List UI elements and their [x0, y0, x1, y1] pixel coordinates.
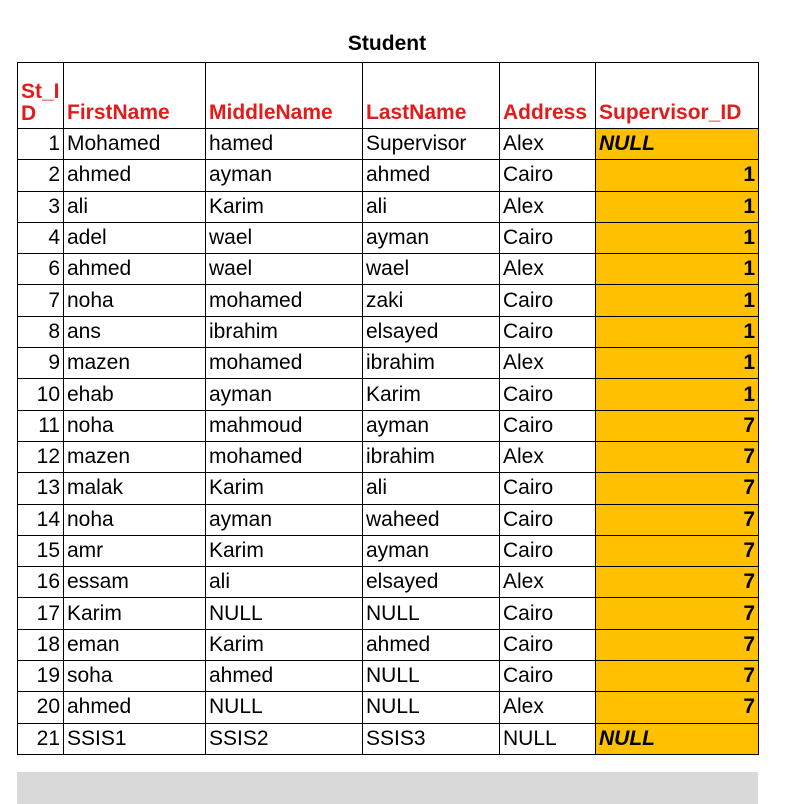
table-row[interactable] — [18, 379, 759, 410]
cell-middlename[interactable]: mohamed — [206, 285, 363, 316]
cell-address[interactable]: Cairo — [500, 410, 596, 441]
cell-firstname[interactable]: Mohamed — [64, 129, 206, 160]
cell-supervisor-id[interactable]: 7 — [596, 535, 759, 566]
cell-supervisor-id[interactable]: 7 — [596, 598, 759, 629]
cell-lastname[interactable]: ibrahim — [363, 348, 500, 379]
cell-supervisor-id[interactable]: 1 — [596, 191, 759, 222]
cell-address[interactable]: Alex — [500, 441, 596, 472]
cell-address[interactable]: Alex — [500, 348, 596, 379]
cell-firstname[interactable]: soha — [64, 661, 206, 692]
cell-firstname[interactable]: mazen — [64, 441, 206, 472]
cell-supervisor-id[interactable]: 1 — [596, 160, 759, 191]
cell-firstname[interactable]: SSIS1 — [64, 723, 206, 754]
cell-middlename[interactable]: ahmed — [206, 661, 363, 692]
cell-lastname[interactable]: wael — [363, 254, 500, 285]
column-header-supervisor-id[interactable]: Supervisor_ID — [596, 63, 759, 129]
cell-middlename[interactable]: wael — [206, 254, 363, 285]
cell-firstname[interactable]: mazen — [64, 348, 206, 379]
cell-st-id[interactable]: 8 — [18, 316, 64, 347]
cell-middlename[interactable]: Karim — [206, 473, 363, 504]
column-header-st-id[interactable]: St_ID — [18, 63, 64, 129]
cell-middlename[interactable]: mahmoud — [206, 410, 363, 441]
cell-st-id[interactable]: 14 — [18, 504, 64, 535]
table-row[interactable] — [18, 504, 759, 535]
cell-firstname[interactable]: eman — [64, 629, 206, 660]
cell-st-id[interactable]: 19 — [18, 661, 64, 692]
cell-supervisor-id[interactable]: 7 — [596, 410, 759, 441]
table-row[interactable] — [18, 129, 759, 160]
table-row[interactable] — [18, 160, 759, 191]
cell-firstname[interactable]: noha — [64, 410, 206, 441]
cell-middlename[interactable]: ayman — [206, 504, 363, 535]
cell-st-id[interactable]: 15 — [18, 535, 64, 566]
footer-bar — [17, 772, 758, 804]
table-row[interactable] — [18, 191, 759, 222]
cell-middlename[interactable]: NULL — [206, 598, 363, 629]
cell-middlename[interactable]: ali — [206, 567, 363, 598]
table-row[interactable] — [18, 567, 759, 598]
cell-lastname[interactable]: waheed — [363, 504, 500, 535]
table-title: Student — [347, 32, 427, 55]
cell-lastname[interactable]: NULL — [363, 598, 500, 629]
cell-firstname[interactable]: Karim — [64, 598, 206, 629]
cell-middlename[interactable]: ayman — [206, 160, 363, 191]
table-row[interactable] — [18, 473, 759, 504]
cell-st-id[interactable]: 9 — [18, 348, 64, 379]
cell-st-id[interactable]: 13 — [18, 473, 64, 504]
table-row[interactable] — [18, 348, 759, 379]
cell-middlename[interactable]: ibrahim — [206, 316, 363, 347]
cell-supervisor-id[interactable]: 1 — [596, 254, 759, 285]
table-row[interactable] — [18, 410, 759, 441]
cell-address[interactable]: Cairo — [500, 316, 596, 347]
cell-st-id[interactable]: 6 — [18, 254, 64, 285]
cell-middlename[interactable]: Karim — [206, 629, 363, 660]
cell-lastname[interactable]: ahmed — [363, 629, 500, 660]
cell-supervisor-id[interactable]: NULL — [596, 723, 759, 754]
cell-address[interactable]: Alex — [500, 254, 596, 285]
cell-st-id[interactable]: 16 — [18, 567, 64, 598]
cell-lastname[interactable]: ibrahim — [363, 441, 500, 472]
cell-firstname[interactable]: ahmed — [64, 160, 206, 191]
table-row[interactable] — [18, 222, 759, 253]
table-body — [18, 129, 759, 755]
cell-lastname[interactable]: ahmed — [363, 160, 500, 191]
table-row[interactable] — [18, 316, 759, 347]
cell-lastname[interactable]: SSIS3 — [363, 723, 500, 754]
student-table — [17, 62, 759, 755]
cell-lastname[interactable]: Supervisor — [363, 129, 500, 160]
cell-firstname[interactable]: ali — [64, 191, 206, 222]
cell-middlename[interactable]: hamed — [206, 129, 363, 160]
cell-middlename[interactable]: Karim — [206, 191, 363, 222]
cell-firstname[interactable]: noha — [64, 285, 206, 316]
cell-lastname[interactable]: elsayed — [363, 567, 500, 598]
cell-st-id[interactable]: 18 — [18, 629, 64, 660]
cell-middlename[interactable]: Karim — [206, 535, 363, 566]
cell-supervisor-id[interactable]: 7 — [596, 692, 759, 723]
cell-st-id[interactable]: 17 — [18, 598, 64, 629]
cell-st-id[interactable]: 3 — [18, 191, 64, 222]
cell-st-id[interactable]: 10 — [18, 379, 64, 410]
cell-firstname[interactable]: amr — [64, 535, 206, 566]
cell-supervisor-id[interactable]: 7 — [596, 473, 759, 504]
cell-st-id[interactable]: 11 — [18, 410, 64, 441]
cell-supervisor-id[interactable]: 7 — [596, 504, 759, 535]
cell-middlename[interactable]: wael — [206, 222, 363, 253]
cell-address[interactable]: Alex — [500, 191, 596, 222]
cell-address[interactable]: Cairo — [500, 598, 596, 629]
cell-st-id[interactable]: 4 — [18, 222, 64, 253]
cell-lastname[interactable]: NULL — [363, 661, 500, 692]
cell-st-id[interactable]: 7 — [18, 285, 64, 316]
cell-firstname[interactable]: ans — [64, 316, 206, 347]
cell-supervisor-id[interactable]: 1 — [596, 348, 759, 379]
cell-supervisor-id[interactable]: NULL — [596, 129, 759, 160]
cell-middlename[interactable]: NULL — [206, 692, 363, 723]
column-header-middlename[interactable]: MiddleName — [206, 63, 363, 129]
table-row[interactable] — [18, 598, 759, 629]
cell-st-id[interactable]: 12 — [18, 441, 64, 472]
cell-address[interactable]: NULL — [500, 723, 596, 754]
cell-lastname[interactable]: elsayed — [363, 316, 500, 347]
cell-middlename[interactable]: SSIS2 — [206, 723, 363, 754]
cell-firstname[interactable]: noha — [64, 504, 206, 535]
cell-firstname[interactable]: ahmed — [64, 254, 206, 285]
cell-st-id[interactable]: 20 — [18, 692, 64, 723]
cell-middlename[interactable]: ayman — [206, 379, 363, 410]
cell-supervisor-id[interactable]: 1 — [596, 316, 759, 347]
cell-supervisor-id[interactable]: 7 — [596, 661, 759, 692]
table-row[interactable] — [18, 723, 759, 754]
cell-lastname[interactable]: zaki — [363, 285, 500, 316]
cell-address[interactable]: Cairo — [500, 629, 596, 660]
cell-lastname[interactable]: ayman — [363, 222, 500, 253]
cell-middlename[interactable]: mohamed — [206, 348, 363, 379]
cell-firstname[interactable]: ahmed — [64, 692, 206, 723]
cell-lastname[interactable]: Karim — [363, 379, 500, 410]
table-row[interactable] — [18, 254, 759, 285]
cell-address[interactable]: Cairo — [500, 379, 596, 410]
cell-address[interactable]: Cairo — [500, 222, 596, 253]
cell-supervisor-id[interactable]: 7 — [596, 567, 759, 598]
cell-firstname[interactable]: ehab — [64, 379, 206, 410]
table-row[interactable] — [18, 661, 759, 692]
cell-address[interactable]: Cairo — [500, 473, 596, 504]
cell-address[interactable]: Alex — [500, 129, 596, 160]
cell-supervisor-id[interactable]: 7 — [596, 629, 759, 660]
table-row[interactable] — [18, 692, 759, 723]
cell-address[interactable]: Cairo — [500, 285, 596, 316]
cell-lastname[interactable]: ayman — [363, 535, 500, 566]
table-row[interactable] — [18, 285, 759, 316]
cell-address[interactable]: Cairo — [500, 535, 596, 566]
column-header-address[interactable]: Address — [500, 63, 596, 129]
header-row — [18, 63, 759, 129]
cell-firstname[interactable]: adel — [64, 222, 206, 253]
cell-lastname[interactable]: ali — [363, 191, 500, 222]
cell-firstname[interactable]: essam — [64, 567, 206, 598]
table-row[interactable] — [18, 535, 759, 566]
cell-address[interactable]: Cairo — [500, 661, 596, 692]
cell-lastname[interactable]: NULL — [363, 692, 500, 723]
cell-address[interactable]: Cairo — [500, 504, 596, 535]
cell-firstname[interactable]: malak — [64, 473, 206, 504]
table-row[interactable] — [18, 441, 759, 472]
cell-lastname[interactable]: ayman — [363, 410, 500, 441]
cell-supervisor-id[interactable]: 1 — [596, 379, 759, 410]
cell-address[interactable]: Cairo — [500, 160, 596, 191]
cell-st-id[interactable]: 1 — [18, 129, 64, 160]
cell-supervisor-id[interactable]: 1 — [596, 285, 759, 316]
column-header-lastname[interactable]: LastName — [363, 63, 500, 129]
cell-supervisor-id[interactable]: 1 — [596, 222, 759, 253]
cell-supervisor-id[interactable]: 7 — [596, 441, 759, 472]
column-header-firstname[interactable]: FirstName — [64, 63, 206, 129]
cell-st-id[interactable]: 2 — [18, 160, 64, 191]
cell-st-id[interactable]: 21 — [18, 723, 64, 754]
table-row[interactable] — [18, 629, 759, 660]
cell-address[interactable]: Alex — [500, 567, 596, 598]
cell-lastname[interactable]: ali — [363, 473, 500, 504]
cell-middlename[interactable]: mohamed — [206, 441, 363, 472]
cell-address[interactable]: Alex — [500, 692, 596, 723]
